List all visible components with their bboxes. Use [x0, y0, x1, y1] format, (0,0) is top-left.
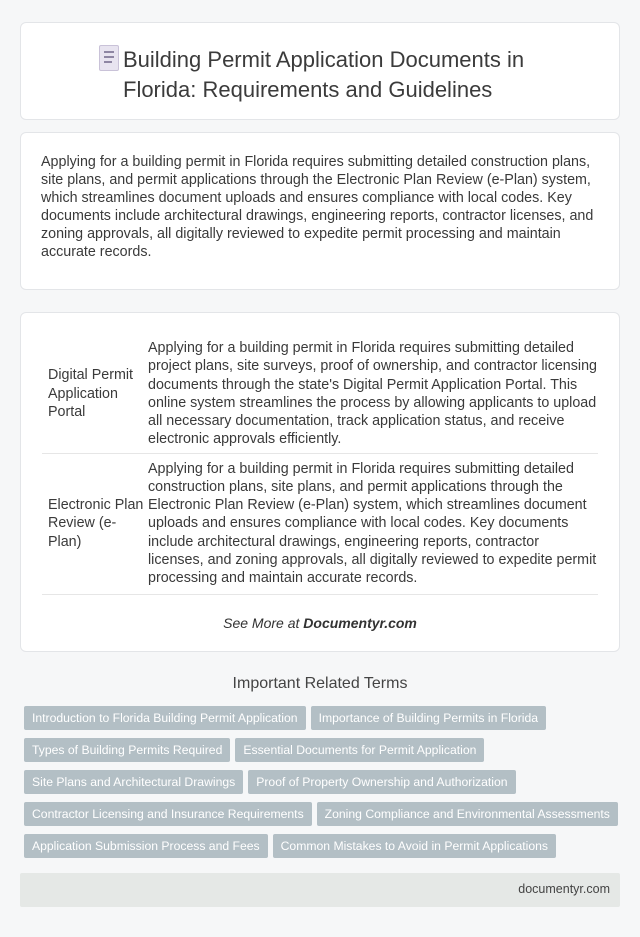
header-card — [20, 22, 620, 120]
description-cell: Applying for a building permit in Florida requires submitting detailed project plans, site surveys, proof of ownership, and contractor licensing documents through the state's Digital Permit Application Portal. This online system streamlines the process by allowing applicants to upload all necessary documentation, track application status, and receive electronic approvals efficiently. — [148, 335, 598, 453]
related-terms-title: Important Related Terms — [232, 675, 408, 692]
table-row — [42, 335, 598, 453]
related-term-tag[interactable]: Site Plans and Architectural Drawings — [24, 770, 243, 794]
see-more-site[interactable]: Documentyr.com — [303, 615, 417, 631]
see-more-prefix: See More at — [223, 615, 304, 631]
related-term-tag[interactable]: Application Submission Process and Fees — [24, 834, 268, 858]
term-cell: Electronic Plan Review (e-Plan) — [42, 453, 148, 594]
page-title: Building Permit Application Documents in Florida: Requirements and Guidelines — [123, 47, 525, 102]
term-cell: Digital Permit Application Portal — [42, 335, 148, 453]
document-icon — [99, 45, 119, 71]
footer-bar — [20, 873, 620, 907]
related-term-tag[interactable]: Types of Building Permits Required — [24, 738, 230, 762]
related-terms-list — [24, 706, 624, 866]
related-term-tag[interactable]: Common Mistakes to Avoid in Permit Applications — [273, 834, 556, 858]
details-table — [42, 335, 598, 595]
related-term-tag[interactable]: Essential Documents for Permit Application — [235, 738, 484, 762]
description-cell: Applying for a building permit in Florida requires submitting detailed construction plans, site plans, and permit applications through the Electronic Plan Review (e-Plan) system, which streamlines document uploads and ensures compliance with local codes. Key documents include architectural drawings, engineering reports, contractor licenses, and zoning approvals, all digitally reviewed to expedite permit processing and maintain accurate records. — [148, 453, 598, 594]
summary-text: Applying for a building permit in Florida requires submitting detailed construction plans, site plans, and permit applications through the Electronic Plan Review (e-Plan) system, which streamlines document uploads and ensures compliance with local codes. Key documents include architectural drawings, engineering reports, contractor licenses, and zoning approvals, all digitally reviewed to expedite permit processing and maintain accurate records. — [41, 154, 594, 260]
related-term-tag[interactable]: Contractor Licensing and Insurance Requirements — [24, 802, 312, 826]
summary-card — [20, 132, 620, 290]
table-row — [42, 453, 598, 594]
details-card — [20, 312, 620, 652]
footer-site-link[interactable]: documentyr.com — [518, 882, 610, 896]
related-term-tag[interactable]: Importance of Building Permits in Florida — [311, 706, 546, 730]
related-term-tag[interactable]: Introduction to Florida Building Permit Application — [24, 706, 306, 730]
related-term-tag[interactable]: Zoning Compliance and Environmental Assessments — [317, 802, 618, 826]
see-more-link[interactable] — [21, 615, 619, 631]
related-term-tag[interactable]: Proof of Property Ownership and Authorization — [248, 770, 515, 794]
